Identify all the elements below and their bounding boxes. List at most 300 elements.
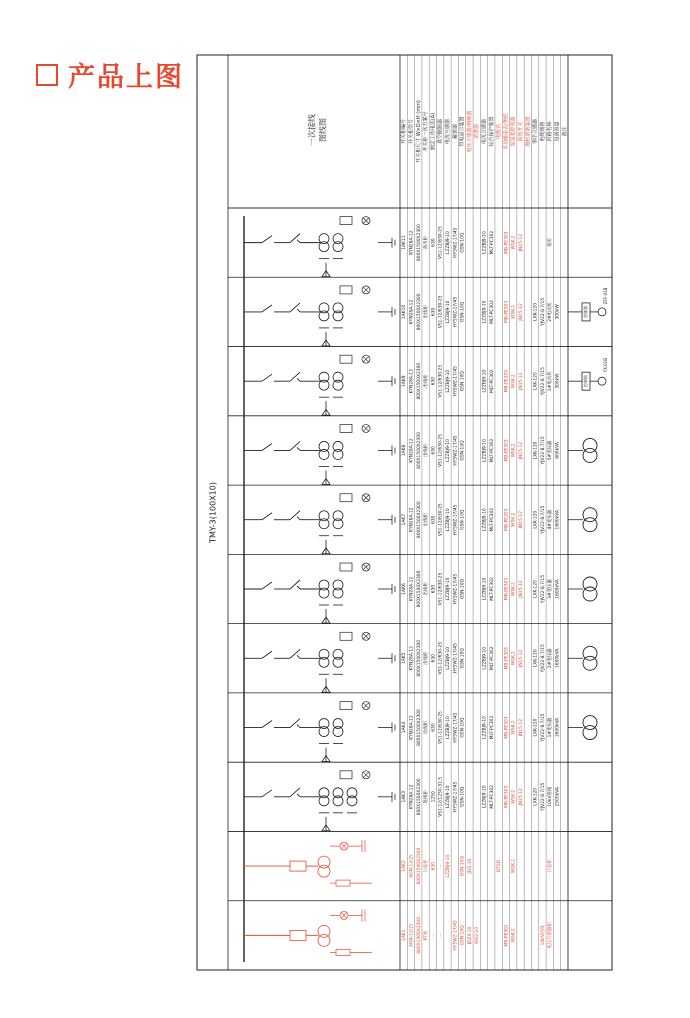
cell-text: 1AK10 (402, 304, 408, 320)
cell (445, 577, 451, 600)
lamp-cross (341, 843, 347, 849)
cell-text: -- (431, 933, 437, 937)
motor-icon (598, 377, 606, 385)
cell (408, 784, 414, 809)
lamp-cross (363, 425, 369, 431)
cell-text: 1#变压器 (548, 717, 554, 738)
cell (546, 579, 553, 599)
cell (445, 439, 451, 462)
left-label (307, 114, 328, 146)
cell-text: 630 (431, 723, 437, 732)
panel-1ak2 (228, 831, 612, 886)
cell-text: KYN28A-12 (409, 646, 415, 671)
cell (546, 238, 553, 247)
cell (503, 924, 509, 946)
row-label-text: 电流互感器 (481, 118, 488, 145)
cell (546, 371, 553, 391)
cell-text: JN15-12 (519, 372, 525, 390)
cell (489, 646, 495, 670)
cell (555, 304, 561, 320)
cell (533, 511, 539, 529)
transformer-icon (583, 587, 597, 601)
cell (503, 439, 509, 461)
cell (422, 235, 429, 249)
cell (555, 787, 561, 806)
row-label-text: 回路名称 (547, 121, 554, 142)
cell (546, 859, 553, 873)
cell (489, 716, 495, 740)
cell (533, 372, 539, 390)
cell-text: GSN-10Q (460, 232, 466, 253)
cell (533, 580, 539, 598)
cell (460, 856, 466, 877)
cell-text: HY5WZ-17/45 (453, 643, 459, 674)
cell-text: -- (438, 864, 444, 868)
cell-text: LZZBJ9-10 (482, 577, 488, 601)
ct-icon (347, 788, 357, 798)
cell-text: YJV22-8.7/15 (540, 436, 546, 465)
cell (482, 647, 488, 670)
row-label (459, 116, 466, 146)
cell (438, 642, 444, 675)
cell (408, 230, 414, 255)
row-label (532, 119, 539, 144)
cell-text: JN15-12 (519, 303, 525, 321)
cell (452, 227, 458, 257)
ct-icon (319, 303, 329, 313)
cell-text: 1AK7 (402, 513, 408, 526)
cell (511, 443, 517, 457)
ct-icon (319, 657, 329, 667)
cell (416, 848, 422, 885)
cell-text: LZZBJ9-10 (445, 785, 451, 809)
cell (408, 854, 414, 878)
cell (511, 305, 517, 319)
cell (533, 649, 539, 667)
cell-text: LZZBJ9-10 (482, 785, 488, 809)
cell-text: 电压互感器柜 (548, 922, 554, 949)
cell-text: WSK-2 (511, 374, 517, 389)
row-label (415, 100, 422, 163)
cell (540, 505, 546, 534)
cell (408, 438, 414, 463)
cell (482, 577, 488, 600)
cell (546, 648, 553, 668)
cell-text: 630 (431, 376, 437, 386)
row-label-text: 接地开关 (518, 121, 525, 142)
cell (430, 446, 436, 455)
ct-icon (333, 519, 343, 529)
cell-text: LXK-120 (533, 787, 539, 806)
cell (511, 374, 517, 388)
cell (430, 585, 436, 594)
cell (546, 922, 553, 949)
breaker-icon (290, 719, 300, 728)
cell (408, 300, 414, 325)
ct-icon (333, 649, 343, 659)
fuse-icon (290, 861, 306, 871)
resistor-icon (336, 949, 350, 955)
switch-icon (262, 236, 272, 243)
cell (422, 513, 429, 527)
cell-text: WSK-2 (511, 789, 517, 804)
cell-text: GSN-10Q (460, 717, 466, 738)
indicator-icon (340, 632, 352, 640)
cell (452, 643, 458, 673)
cell-text: VS1-12/630-25 (438, 503, 444, 537)
row-label-text: 额定工作电流(A) (430, 112, 437, 151)
ct-icon (319, 449, 329, 459)
cell (511, 235, 517, 249)
cell-text: MLT-PC302 (489, 507, 495, 532)
cell-text: JN15-12 (519, 649, 525, 667)
cell-text: 800X1500X2300 (416, 570, 422, 608)
cell (445, 370, 451, 393)
cell-text: 630 (431, 307, 437, 317)
cell (416, 570, 422, 607)
cell-text: JN15-12 (519, 511, 525, 529)
cell (445, 785, 451, 808)
ct-icon (333, 788, 343, 798)
title-text: TMY-3(100X10) (208, 482, 218, 543)
cell (460, 717, 466, 738)
cell-text: GSN-10Q (460, 371, 466, 392)
cell (460, 509, 466, 530)
cell (555, 718, 561, 737)
cell-text: LZZBJ9-10 (482, 231, 488, 255)
cell-text: RXQ-10 (475, 926, 481, 944)
vt-icon (318, 865, 330, 877)
ct-icon (333, 796, 343, 806)
cell (445, 508, 451, 531)
cell-text: 2500kVA (555, 787, 561, 807)
row-label-text: 开关柜尺寸 W×D×H (mm) (415, 100, 422, 163)
cell (482, 231, 488, 254)
cell-text: KYN28A-12 (409, 784, 415, 809)
cell-text: LXK-120 (533, 510, 539, 529)
cell (489, 369, 495, 393)
cell (503, 301, 509, 323)
cell (422, 930, 429, 940)
motor-note (603, 358, 608, 374)
cell (518, 372, 524, 391)
cell-text: 300kW (555, 304, 561, 320)
lamp-cross (341, 912, 347, 918)
cell-text: KYN28A-12 (409, 507, 415, 532)
cell-text: JN15-12 (519, 580, 525, 598)
cell (438, 503, 444, 536)
cell-text: 2#电动机 (548, 302, 554, 322)
cell-text: YJV22-8.7/15 (540, 644, 546, 673)
cell (489, 300, 495, 324)
cell (540, 436, 546, 465)
cell-text: 2#变压器 (548, 648, 554, 669)
ct-icon (319, 372, 329, 382)
cell (518, 788, 524, 807)
cell-text: 1AK3 (402, 791, 408, 803)
cell-text: GSN-10Q (460, 856, 466, 877)
lamp-cross (363, 633, 369, 639)
cell (416, 917, 422, 954)
cell (489, 231, 495, 255)
cell-text: VS1-12/630-25 (438, 295, 444, 329)
cell (540, 713, 546, 742)
cell-text: WSK-2 (511, 304, 517, 319)
control-box-label (582, 375, 588, 387)
cell (540, 783, 546, 812)
cell (555, 442, 561, 459)
cell (460, 786, 466, 807)
cell-text: VS1-12/630-25 (438, 641, 444, 675)
cell-text: WSK-2 (511, 512, 517, 527)
cell-text: LZZBJ9-10 (482, 646, 488, 670)
row-label (510, 116, 517, 146)
row-label-text: 备注 (561, 126, 568, 137)
cell-text: 630 (431, 861, 437, 871)
cell (452, 504, 458, 534)
cell (408, 507, 414, 532)
cell-text: LZZBJ9-10 (445, 369, 451, 393)
motor-icon (598, 308, 606, 316)
cell-text: DTSD (497, 859, 503, 873)
cell-text: 1AK8 (402, 444, 408, 457)
cell-text: GSN-10Q (460, 648, 466, 669)
cell-text: VS1-12/1250-31.5 (438, 776, 444, 817)
ct-icon (319, 727, 329, 737)
ct-icon (333, 588, 343, 598)
vt-icon (318, 934, 330, 946)
cell (503, 716, 509, 738)
cell (460, 925, 466, 946)
cell (482, 439, 488, 462)
cell-text: 1600kVA (555, 717, 561, 738)
control-box-label (582, 306, 588, 318)
cell-text: MB-PE303 (504, 370, 510, 393)
cell (416, 778, 422, 815)
cell-text: MB-PE303 (504, 439, 510, 462)
control-box-text: 控制箱 (583, 375, 588, 388)
cell (540, 644, 546, 673)
cell-text: 出线柜 (424, 305, 430, 319)
cell-text: LZZBJ9-10 (482, 508, 488, 532)
cell-text: GSN-10Q (460, 440, 466, 461)
cell-text: MB-PE303 (504, 716, 510, 739)
cell (416, 432, 422, 469)
cell (482, 785, 488, 808)
cell (503, 370, 509, 392)
ct-icon (319, 719, 329, 729)
lamp-cross (363, 772, 369, 778)
cell-text: 出线柜 (424, 513, 430, 527)
cell (438, 365, 444, 398)
row-label-text: 综合保护装置 (488, 116, 495, 147)
cell-text: HY5WZ-17/45 (453, 227, 459, 258)
cell (467, 858, 473, 874)
cell (555, 649, 561, 668)
cell (401, 514, 407, 526)
cell-text: HY5WZ-17/45 (453, 712, 459, 743)
cell-text: KYN28A-12 (409, 369, 415, 394)
cell-text: 备用柜 (424, 236, 430, 250)
row-label (422, 111, 429, 151)
cell-text: WSK-2 (511, 928, 517, 943)
cell-text: JN15-12 (519, 718, 525, 737)
cell-text: JDZX-10 (467, 926, 473, 945)
lamp-cross (363, 703, 369, 709)
row-label (524, 116, 531, 146)
cell-text: MLT-PC302 (489, 785, 495, 809)
transformer-icon (583, 656, 597, 670)
cell-text: LXK-120 (533, 580, 539, 598)
row-label (400, 119, 407, 144)
cell-text: LZZBJ9-10 (445, 439, 451, 462)
cell-text: -- (438, 933, 444, 937)
cell (452, 574, 458, 604)
cell-text: LZZBJ9-10 (482, 439, 488, 462)
indicator-icon (340, 424, 352, 432)
cell (533, 441, 539, 459)
motor-note (603, 287, 608, 304)
ct-icon (333, 449, 343, 459)
cell-text: GSN-10Q (460, 925, 466, 946)
ct-icon (319, 511, 329, 521)
cell-text: MB-PE303 (504, 785, 510, 808)
cell-text: 1AK6 (402, 583, 408, 595)
cell-text: 备用 (548, 238, 554, 248)
breaker-icon (290, 788, 300, 797)
cell-text: LXK-120 (533, 302, 539, 321)
lamp-cross (363, 287, 369, 293)
cell (430, 654, 436, 663)
cell-text: LZZBJ9-10 (445, 300, 451, 324)
cell (422, 582, 429, 596)
cell (533, 718, 539, 736)
cell (408, 577, 414, 602)
cell (422, 720, 429, 734)
cell-text: 800X1500X2300 (416, 847, 422, 885)
left-label-line: 图线图 (318, 118, 328, 142)
cell-text: 10kV进线 (548, 786, 554, 807)
cell (401, 235, 407, 249)
cell (422, 790, 429, 804)
cell-text: MLT-PC302 (489, 300, 495, 324)
cell (546, 301, 553, 321)
cell-text: KYN28A-12 (409, 715, 415, 740)
cell (518, 234, 524, 253)
cell (482, 300, 488, 323)
row-label (407, 119, 414, 144)
cell-text: 800X1500X2300 (416, 224, 422, 262)
cell (518, 511, 524, 530)
cell (401, 445, 407, 457)
cell (452, 920, 458, 950)
cell-text: JDZ-10 (467, 858, 473, 874)
cell-text: HY5WZ-17/45 (453, 296, 459, 328)
row-label-text: 电能表 (496, 123, 503, 140)
cell-text: XGN-12(Z) (409, 854, 415, 878)
cell (408, 923, 414, 947)
cell-text: 4#变压器 (548, 509, 554, 530)
cell (430, 238, 436, 247)
cell (503, 786, 509, 808)
ct-icon (333, 580, 343, 590)
cell-text: HY5WZ-17/45 (453, 504, 459, 535)
cell-text: HY5WZ-17/45 (453, 573, 459, 605)
cell (511, 582, 517, 596)
cell (460, 440, 466, 461)
left-label-line: 一次接线 (307, 114, 317, 146)
cell-text: 1#电动机 (548, 371, 554, 392)
cell (546, 440, 553, 460)
panel-1ak10 (228, 277, 612, 346)
ct-icon (333, 303, 343, 313)
cell (422, 374, 429, 388)
cell-text: GSN-10Q (460, 578, 466, 600)
cell-text: LXK-120 (533, 372, 539, 391)
cell (438, 572, 444, 605)
row-label (451, 124, 458, 139)
row-label-text: 开关柜编号 (401, 118, 408, 145)
cell (430, 862, 436, 871)
cell (540, 575, 546, 604)
cell (503, 647, 509, 669)
cell-text: LZZBJ9-10 (482, 369, 488, 393)
indicator-icon (340, 771, 352, 779)
cell (518, 442, 524, 461)
cell-text: 800X1500X2300 (416, 639, 422, 677)
row-label-text: 消谐器 (474, 123, 481, 140)
row-label-text: 开关柜一次方案号 (423, 111, 430, 152)
switch-icon (262, 582, 272, 589)
cell-text: 出线柜 (424, 582, 430, 596)
cell (438, 711, 444, 744)
ct-icon (319, 311, 329, 321)
cell-text: 1AK9 (402, 375, 408, 387)
cell-text: 1AK2 (402, 860, 408, 872)
cell (533, 788, 539, 806)
cell-text: 630 (431, 584, 437, 594)
panel-1ak7 (228, 485, 612, 554)
cell (489, 508, 495, 532)
cell-text: MLT-PC302 (489, 577, 495, 601)
cell (416, 640, 422, 677)
row-label (481, 119, 488, 144)
cell-text: HY5WZ-17/45 (453, 920, 459, 951)
cell-text: JN15-12 (519, 233, 525, 252)
row-label-text: 电缆规格 (539, 121, 546, 142)
switch-icon (262, 443, 272, 450)
cell-text: YJV22-8.7/15 (540, 367, 546, 396)
cell-text: VS1-12/630-25 (438, 572, 444, 606)
row-label (561, 126, 568, 136)
ct-icon (319, 580, 329, 590)
breaker-icon (290, 441, 300, 450)
heading-text: 产品上图 (68, 62, 184, 93)
cell-text: WSK-2 (511, 443, 517, 458)
row-label (495, 124, 502, 139)
cell-text: 300kW (555, 373, 561, 389)
breaker-icon (290, 234, 300, 243)
ct-icon (333, 511, 343, 521)
cell (445, 300, 451, 323)
row-label-text: 开关柜型号 (408, 118, 415, 145)
cell-text: 800X1500X2300 (416, 362, 422, 400)
switch-icon (262, 790, 272, 797)
cell (511, 651, 517, 665)
cell-text: WSK-2 (511, 582, 517, 596)
control-box-text: 控制箱 (583, 305, 588, 318)
cell-text: HY5WZ-17/45 (453, 781, 459, 812)
